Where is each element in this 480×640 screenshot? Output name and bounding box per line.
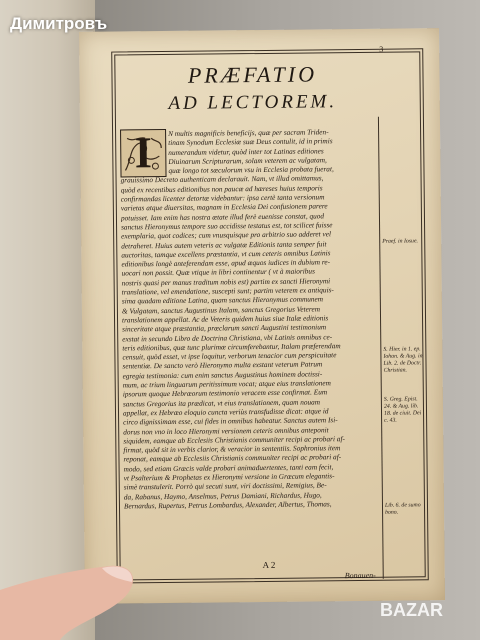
watermark: Димитровъ [10,14,108,33]
body-line: potuisset. Iam enim has nostra ætate illud ferè euenisse constat, quod [120,211,325,223]
page-title: PRÆFATIO [187,61,318,88]
body-line: translationem appellat. Ac de Veteris quidem huius siue Italæ editionis [121,313,329,325]
body-line: exemplaria, quot codices; cum vnusquisque pro arbitrio suo adderet vel [121,229,332,241]
body-line: N multis magnificis beneficijs, quæ per sacram Triden- [168,127,329,138]
body-line: Diuinarum Scripturarum, solam veterem ac vulgatam, [168,155,327,166]
body-line: sententiæ. De sancto verò Hieronymo multa exstant veterum Patrum [122,359,323,371]
body-line: varietas atque diuersitas, magnam in Ecclesia Dei confusionem parere [120,201,328,213]
initial-letter: I [134,128,153,178]
catchword: Bonauen- [344,570,376,581]
body-line: quæ longo tot sæculorum vsu in Ecclesia probata fuerat, [168,164,334,176]
body-line: sanctus Hieronymus tempore suo accidisse testatus est, tot scilicet fuisse [121,220,333,232]
body-line: Bernardus, Rupertus, Petrus Lombardus, Alexander, Albertus, Thomas, [123,499,332,511]
body-line: sinceritate atque præstantia, præclarum sancti Augustini testimonium [122,322,327,334]
body-text [120,127,380,511]
body-line: da, Rabanus, Haymo, Anselmus, Petrus Damiani, Richardus, Hugo, [123,489,322,502]
side-note: Praef. in Iosue. [382,238,419,245]
body-line: nostris quasi per manus traditum nobis est) partim ex sancti Hieronymi [121,276,331,288]
page-subtitle: AD LECTOREM. [168,91,338,114]
body-line: quòd ex recentibus editionibus non paucæ ad hæreses huius temporis [120,183,323,195]
body-line: siquidem, eamque ab Ecclesiis Christianis communiter recipi ac probari af- [123,433,345,446]
book-page [79,28,445,604]
body-line: grauissimo Decreto authenticam declarauit. Nam, vt illud omittamus, [120,173,324,185]
body-line: modo, sed etiam Græcis valde probari animaduertentes, tanti eam fecit, [123,461,334,474]
body-line: reponat, eamque ab Ecclesiis Christianis communiter recipi ac probari af- [123,452,342,464]
side-note: S. Hier. in 1. ep. Iohan. & Aug. in Lib. 2. de Doctr. Christian. [383,346,423,374]
body-line: confirmandas licenter detortæ videbantur: ipsa certè tanta versionum [120,192,325,204]
signature-mark: A 2 [262,559,276,571]
body-line: detraheret. Huius autem veteris ac vulgatæ Editionis tanta semper fuit [121,238,327,251]
body-line: exstat in secundo Libro de Doctrina Christiana, vbi Latinis omnibus ce- [122,331,333,343]
side-note: S. Greg. Epist. 24. & Aug. lib. 18. de ciuit. Dei c. 43. [383,396,422,424]
body-line: censuit, quòd esset, vt ipse loquitur, verborum tenacior cum perspicuitate [122,350,337,362]
body-line: sanctus Gregorius ita prædicat, vt eius translationem, quam nouam [122,397,321,409]
body-line: appellat, ex Hebræo eloquio cuncta veriùs transfudisse dicat: atque id [122,406,329,418]
thumb [0,560,150,640]
body-line: numerandum videtur, quòd inter tot Latinas editiones [168,145,324,157]
body-line: ipsorum quoque Hebræorum testimonio veracem esse confirmat. Eum [122,387,328,399]
body-line: sima quadam editione Latina, quam sanctus Hieronymus communem [121,294,324,306]
body-line: tinam Synodum Ecclesiæ suæ Deus contulit, id in primis [168,136,333,148]
body-line: egregia testimonia: cum enim sanctus Augustinus hominem doctissi- [122,369,323,381]
body-line: dorus non vno in loco Hieronymi versionem ceteris omnibus anteponit [123,424,329,436]
body-line: teris editionibus, quæ tunc plurimæ circumferebantur, Italam præferendam [122,341,341,353]
folio-number: 3 [379,44,384,54]
body-line: vt Psalterium & Prophetas ex Hieronymi versione in Græcum elegantis- [123,471,335,483]
body-line: uocari non possit. Quæ vtique in libri continentur ( vt à maioribus [121,266,315,278]
body-line: circo dignissimam esse, cui fides in omnibus habeatur. Sanctus autem Isi- [123,415,338,427]
body-line: editionibus longè anteferendam esse, apud æquos iudices in dubium re- [121,257,331,269]
body-line: simè transtulerit. Porrò qui secuti sunt, viri doctissimi, Remigius, Be- [123,480,327,492]
body-line: & Vulgatam, sanctus Augustinus Italam, sanctus Gregorius Veterem [121,304,321,316]
body-line: auctoritas, tamque excellens præstantia, vt cum ceteris omnibus Latinis [121,248,331,260]
body-line: mum, ac trium linguarum peritissimum vocat; atque eius translationem [122,378,331,390]
body-line: firmat, quòd sit in verbis clarior, & veracior in sententiis. Sophronius item [123,443,341,455]
site-logo: BAZAR [380,600,443,620]
side-note: Lib. 6. de sumo bono. [384,502,421,516]
body-line: translatione, vel emendatione, suscepti sunt; partim veterem ex antiquis- [121,285,334,297]
